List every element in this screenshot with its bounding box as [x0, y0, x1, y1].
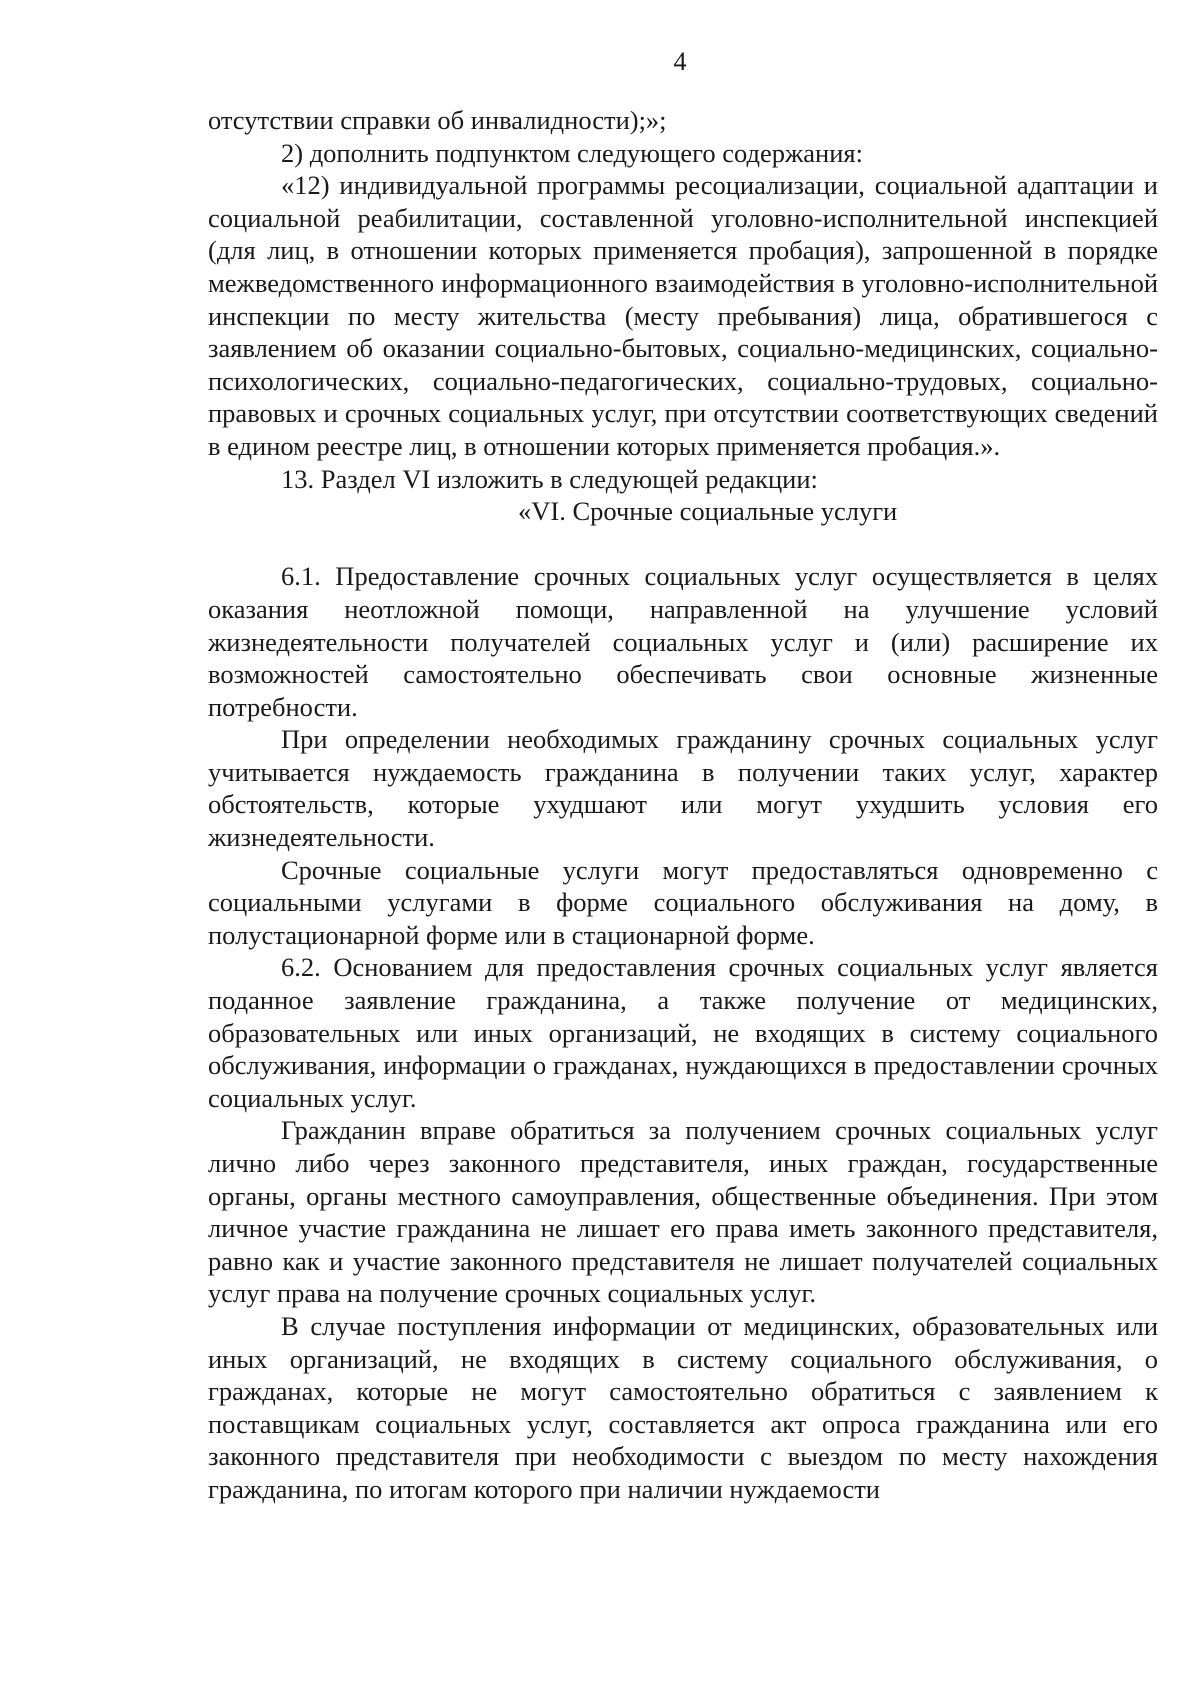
- paragraph-6-1-concurrent: Срочные социальные услуги могут предоставляться одновременно с социальными услугами в форме социального обслуживания на дому, в полустационарной форме или в стационарной форме.: [208, 854, 1158, 950]
- document-body: [208, 104, 1158, 1506]
- paragraph-6-2-application: Гражданин вправе обратиться за получением срочных социальных услуг лично либо через законного представителя, иных граждан, государственные органы, органы местного самоуправления, общественные объединения. При этом личное участие гражданина не лишает его права иметь законного представителя, равно как и участие законного представителя не лишает получателей социальных услуг права на получение срочных социальных услуг.: [208, 1115, 1158, 1309]
- paragraph-item-13: 13. Раздел VI изложить в следующей редакции:: [281, 463, 818, 494]
- paragraph-amendment-2: 2) дополнить подпунктом следующего содержания:: [281, 137, 863, 168]
- section-heading: «VI. Срочные социальные услуги: [518, 496, 898, 527]
- paragraph-6-1-needs: При определении необходимых гражданину срочных социальных услуг учитывается нуждаемость гражданина в получении таких услуг, характер обстоятельств, которые ухудшают или могут ухудшить условия его жизнедеятельности.: [208, 724, 1158, 853]
- paragraph-6-2: 6.2. Основанием для предоставления срочных социальных услуг является поданное заявление гражданина, а также получение от медицинских, образовательных или иных организаций, не входящих в систему социального обслуживания, информации о гражданах, нуждающихся в предоставлении срочных социальных услуг.: [208, 952, 1158, 1113]
- paragraph-6-1: 6.1. Предоставление срочных социальных услуг осуществляется в целях оказания неотложной помощи, направленной на улучшение условий жизнедеятельности получателей социальных услуг и (или) расширение их возможностей самостоятельно обеспечивать свои основные жизненные потребности.: [208, 561, 1158, 722]
- blank-line: [208, 528, 1158, 561]
- paragraph-6-2-information: В случае поступления информации от медицинских, образовательных или иных организаций, не входящих в систему социального обслуживания, о гражданах, которые не могут самостоятельно обратиться с заявлением к поставщикам социальных услуг, составляется акт опроса гражданина или его законного представителя при необходимости с выездом по месту нахождения гражданина, по итогам которого при наличии нуждаемости: [208, 1310, 1158, 1504]
- page-number: 4: [673, 47, 687, 76]
- paragraph-subitem-12: «12) индивидуальной программы ресоциализации, социальной адаптации и социальной реабилитации, составленной уголовно-исполнительной инспекцией (для лиц, в отношении которых применяется пробация), запрошенной в порядке межведомственного информационного взаимодействия в уголовно-исполнительной инспекции по месту жительства (месту пребывания) лица, обратившегося с заявлением об оказании социально-бытовых, социально-медицинских, социально-психологических, социально-педагогических, социально-трудовых, социально-правовых и срочных социальных услуг, при отсутствии соответствующих сведений в едином реестре лиц, в отношении которых применяется пробация.».: [208, 170, 1158, 461]
- paragraph-continuation: отсутствии справки об инвалидности);»;: [208, 105, 667, 135]
